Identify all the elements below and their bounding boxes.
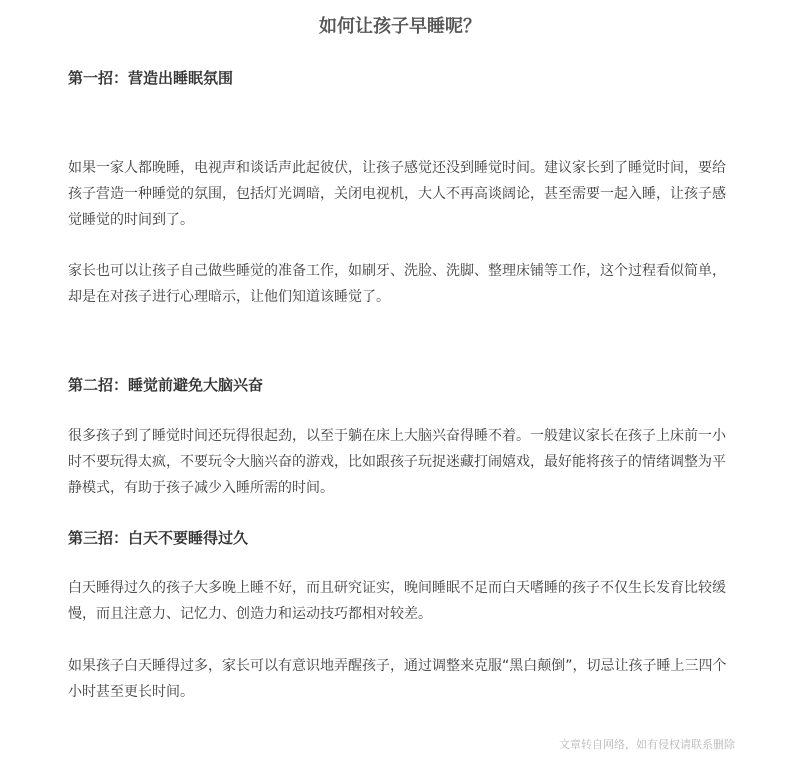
section-1-heading: 第一招：营造出睡眠氛围 (68, 69, 234, 87)
section-2-paragraph-1: 很多孩子到了睡觉时间还玩得很起劲，以至于躺在床上大脑兴奋得睡不着。一般建议家长在孩子上床前一小时不要玩得太疯，不要玩令大脑兴奋的游戏，比如跟孩子玩捉迷藏打闹嬉戏，最好能将孩子的情绪调整为平静模式，有助于孩子减少入睡所需的时间。 (68, 428, 726, 496)
copyright-footer-note: 文章转自网络，如有侵权请联系删除 (559, 738, 735, 751)
article-title: 如何让孩子早睡呢？ (319, 16, 481, 37)
section-2-heading: 第二招：睡觉前避免大脑兴奋 (68, 376, 264, 394)
section-3-heading: 第三招：白天不要睡得过久 (68, 529, 249, 547)
section-1-paragraph-1: 如果一家人都晚睡，电视声和谈话声此起彼伏，让孩子感觉还没到睡觉时间。建议家长到了睡觉时间，要给孩子营造一种睡觉的氛围，包括灯光调暗，关闭电视机，大人不再高谈阔论，甚至需要一起入睡，让孩子感觉睡觉的时间到了。 (68, 160, 726, 228)
section-1-paragraph-2: 家长也可以让孩子自己做些睡觉的准备工作，如刷牙、洗脸、洗脚、整理床铺等工作，这个过程看似简单，却是在对孩子进行心理暗示，让他们知道该睡觉了。 (68, 263, 726, 305)
section-3-paragraph-1: 白天睡得过久的孩子大多晚上睡不好，而且研究证实，晚间睡眠不足而白天嗜睡的孩子不仅生长发育比较缓慢，而且注意力、记忆力、创造力和运动技巧都相对较差。 (68, 580, 726, 622)
section-3-paragraph-2: 如果孩子白天睡得过多，家长可以有意识地弄醒孩子，通过调整来克服“黑白颠倒”，切忌让孩子睡上三四个小时甚至更长时间。 (68, 658, 727, 700)
